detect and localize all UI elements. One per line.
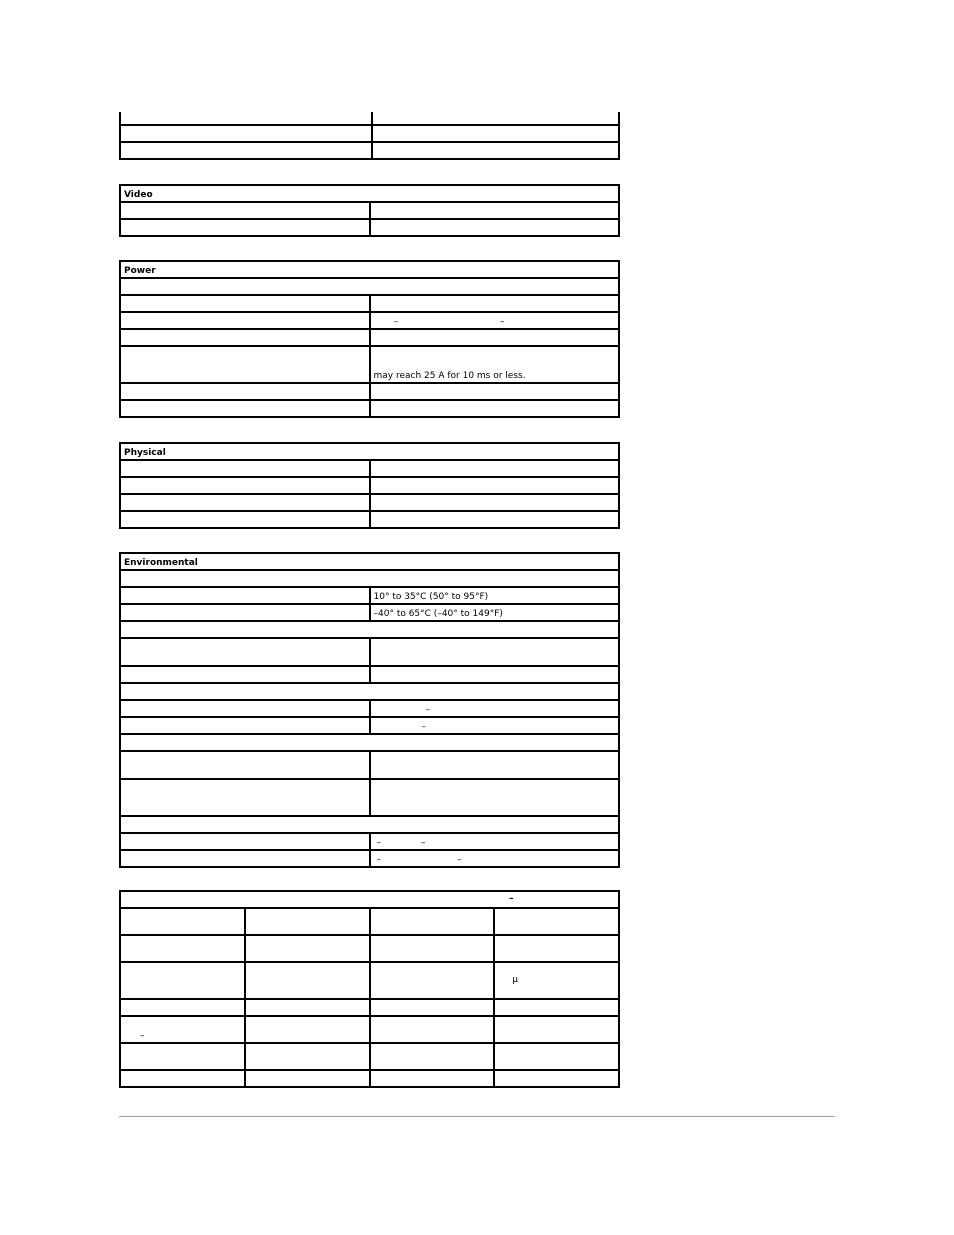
env-dash-1: – [425, 705, 430, 715]
power-inrush-note: may reach 25 A for 10 ms or less. [370, 346, 620, 383]
environmental-table [119, 552, 620, 868]
footer-divider [119, 1116, 835, 1117]
physical-title: Physical [120, 443, 619, 460]
video-title: Video [120, 185, 619, 202]
row-dash: – [140, 1031, 145, 1041]
micro-symbol: µ [494, 962, 619, 999]
power-table [119, 260, 620, 418]
env-dash-5: – [376, 855, 381, 865]
operating-temperature: 10° to 35°C (50° to 95°F) [370, 587, 620, 604]
physical-table [119, 442, 620, 529]
continued-table [119, 112, 620, 160]
env-dash-6: – [457, 855, 462, 865]
power-dash-a: – [393, 317, 398, 327]
env-dash-3: – [376, 838, 381, 848]
four-column-table [119, 890, 620, 1088]
power-dash-b: – [500, 317, 505, 327]
power-title: Power [120, 261, 619, 278]
environmental-title: Environmental [120, 553, 619, 570]
header-dash: – [509, 894, 514, 904]
storage-temperature: –40° to 65°C (–40° to 149°F) [370, 604, 620, 621]
env-dash-2: – [421, 722, 426, 732]
video-table [119, 184, 620, 237]
env-dash-4: – [421, 838, 426, 848]
